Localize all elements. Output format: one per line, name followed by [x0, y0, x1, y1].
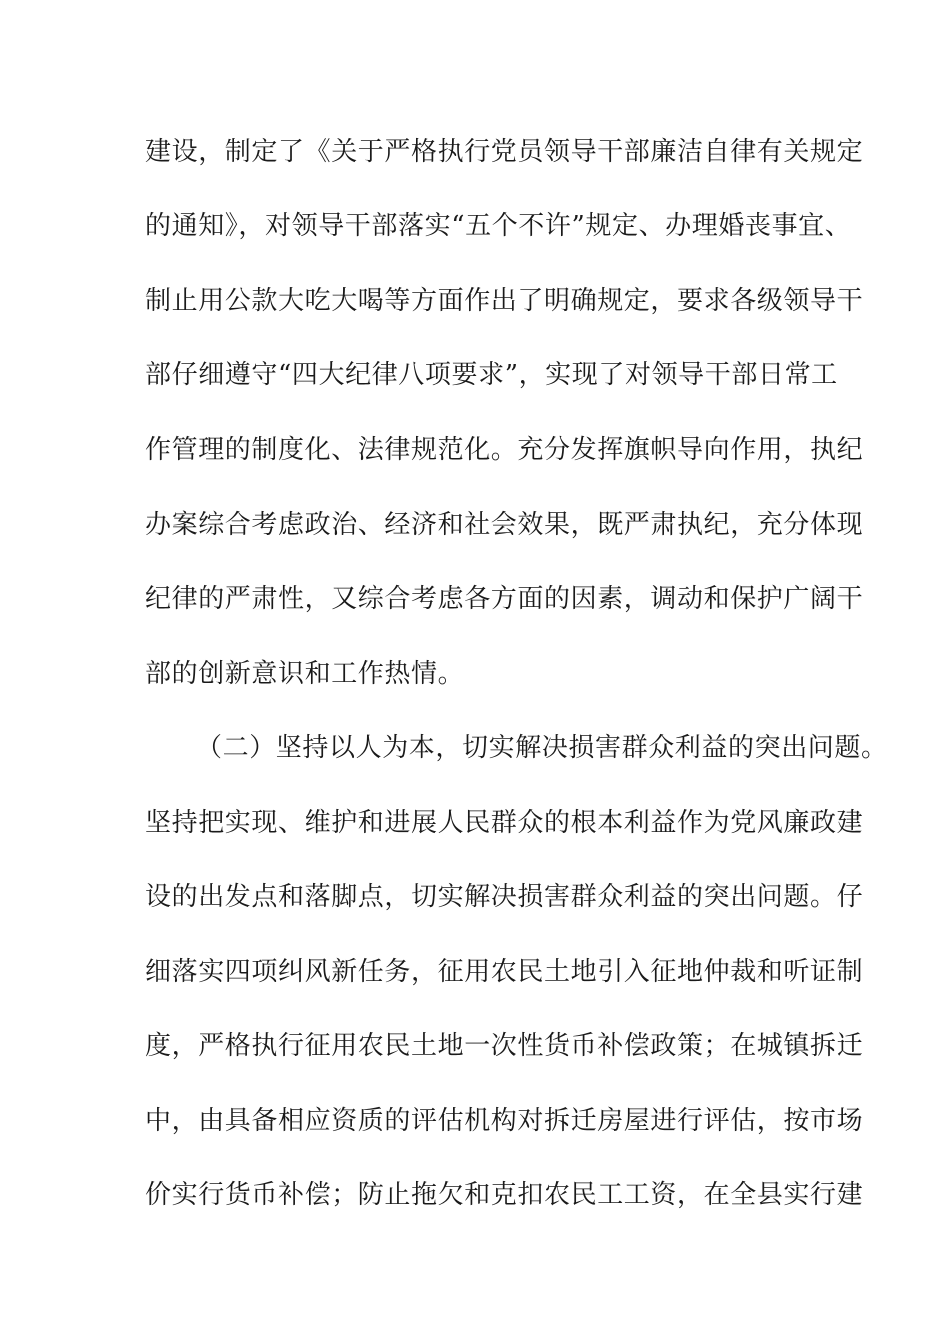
- text-line-13: 度，严格执行征用农民土地一次性货币补偿政策；在城镇拆迁: [145, 1031, 864, 1061]
- text-line-4: 部仔细遵守“四大纪律八项要求”，实现了对领导干部日常工: [145, 360, 838, 390]
- text-line-5: 作管理的制度化、法律规范化。充分发挥旗帜导向作用，执纪: [145, 435, 864, 465]
- text-line-6: 办案综合考虑政治、经济和社会效果，既严肃执纪，充分体现: [145, 510, 864, 540]
- text-line-11: 设的出发点和落脚点，切实解决损害群众利益的突出问题。仔: [145, 882, 864, 912]
- section-heading-line: （二）坚持以人为本，切实解决损害群众利益的突出问题。: [196, 733, 888, 763]
- text-line-10: 坚持把实现、维护和进展人民群众的根本利益作为党风廉政建: [145, 808, 864, 838]
- text-line-2: 的通知》，对领导干部落实“五个不许”规定、办理婚丧事宜、: [145, 211, 852, 241]
- text-line-1: 建设，制定了《关于严格执行党员领导干部廉洁自律有关规定: [145, 137, 864, 167]
- text-line-14: 中，由具备相应资质的评估机构对拆迁房屋进行评估，按市场: [145, 1106, 864, 1136]
- text-line-8: 部的创新意识和工作热情。: [145, 659, 465, 689]
- text-line-12: 细落实四项纠风新任务，征用农民土地引入征地仲裁和听证制: [145, 957, 864, 987]
- text-line-7: 纪律的严肃性，又综合考虑各方面的因素，调动和保护广阔干: [145, 584, 864, 614]
- text-line-15: 价实行货币补偿；防止拖欠和克扣农民工工资，在全县实行建: [145, 1180, 864, 1210]
- text-line-3: 制止用公款大吃大喝等方面作出了明确规定，要求各级领导干: [145, 286, 864, 316]
